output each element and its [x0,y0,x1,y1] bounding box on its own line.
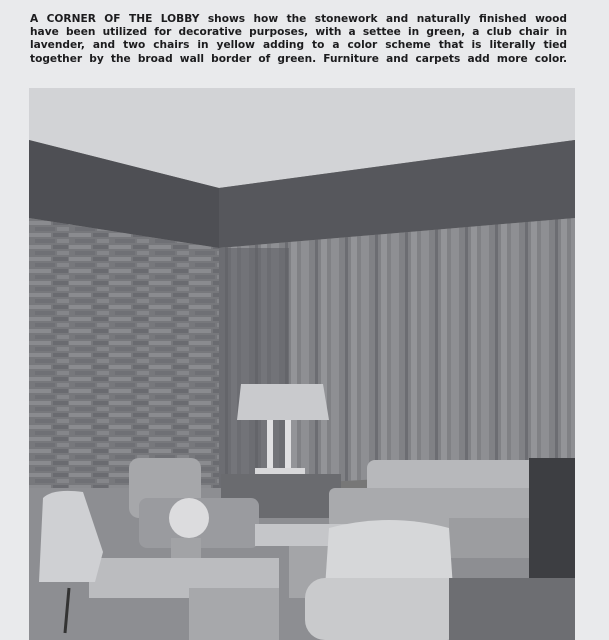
caption-text: shows how the stonework and naturally finished wood [199,13,567,25]
yellow-chair-front [325,520,453,588]
lobby-photo-illustration [29,88,575,640]
caption-line-1 [30,13,567,26]
caption-lead: A CORNER OF THE LOBBY [30,13,200,25]
lobby-photograph [29,88,575,640]
caption-line-2: have been utilized for decorative purposes, with a settee in green, a club chair in [30,26,567,39]
lamp-shade [237,384,329,420]
photo-caption [30,13,567,66]
flower-arrangement [169,498,209,538]
caption-line-4: together by the broad wall border of green. Furniture and carpets add more color. [30,52,567,65]
carpet [449,578,575,640]
caption-line-3: lavender, and two chairs in yellow adding to a color scheme that is literally tied [30,39,567,52]
